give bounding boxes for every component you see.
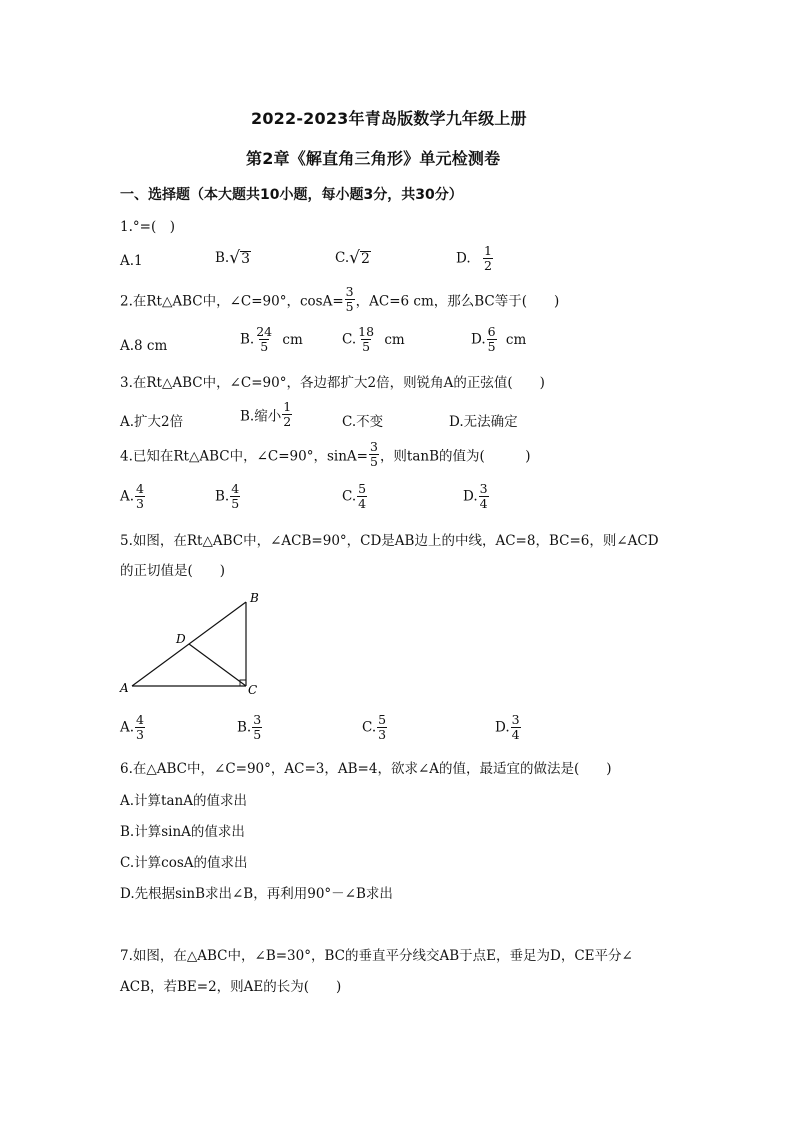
fraction-numerator: 1 [283,399,292,414]
q4-stem-part1: 4.已知在Rt△ABC中，∠C=90°，sinA= [120,448,368,465]
sqrt-symbol: √ 2 [349,248,370,268]
fraction-denominator: 4 [479,496,488,511]
q2-option-d [471,325,526,354]
segment-CD [189,644,246,686]
fraction-numerator: 3 [511,712,520,727]
fraction-denominator: 5 [487,339,496,354]
q5-option-d [495,713,522,742]
fraction-denominator: 5 [231,496,240,511]
fraction [357,482,367,511]
q5-stem-line2: 的正切值是( ) [120,563,226,579]
fraction-numerator: 4 [136,481,144,496]
fraction [135,482,145,511]
q2-stem-part2: ，AC=6 cm，那么BC等于( ) [355,293,560,310]
fraction [377,713,387,742]
q3-option-b-label: B.缩小 [240,408,282,425]
fraction [487,325,497,354]
fraction-numerator: 5 [358,481,367,496]
fraction-denominator: 3 [378,727,387,742]
q4-option-a [120,482,146,511]
fraction-numerator: 3 [253,712,262,727]
fraction-denominator: 5 [260,339,269,354]
q3-option-d: D.无法确定 [449,414,518,430]
q4-option-d [463,482,490,511]
q2-option-c [342,325,405,354]
fraction-numerator: 24 [256,324,273,339]
q3-option-c: C.不变 [342,414,384,430]
q6-option-d: D.先根据sinB求出∠B，再利用90°－∠B求出 [120,886,393,902]
fraction-numerator: 18 [358,324,375,339]
q1-option-b-label: B. [215,250,230,266]
fraction-denominator: 3 [136,727,144,742]
fraction-numerator: 3 [345,284,354,299]
q3-stem: 3.在Rt△ABC中，∠C=90°，各边都扩大2倍，则锐角A的正弦值( ) [120,375,545,391]
fraction-denominator: 5 [369,454,378,469]
q2-option-d-unit: cm [505,331,527,348]
fraction [357,325,375,354]
fraction-numerator: 1 [483,243,492,258]
q2-stem [120,285,559,314]
q2-option-c-label: C. [342,331,357,348]
fraction-denominator: 4 [358,496,367,511]
q1-option-d-label: D. [456,250,471,267]
q1-option-b-radicand: 3 [241,251,250,267]
q5-option-c-label: C. [362,719,377,736]
q1-option-a [120,253,143,269]
q5-option-c [362,713,388,742]
q2-option-c-unit: cm [384,331,405,348]
q1-option-c-radicand: 2 [360,251,370,267]
q4-option-d-label: D. [463,488,478,505]
q2-option-a: A.8 cm [120,338,168,354]
q6-option-a: A.计算tanA的值求出 [120,793,247,809]
fraction-denominator: 5 [362,339,371,354]
fraction [483,244,493,273]
fraction-numerator: 4 [136,712,144,727]
q5-option-b-label: B. [237,719,252,736]
q5-stem-line1: 5.如图，在Rt△ABC中，∠ACB=90°，CD是AB边上的中线，AC=8，BC=6，则∠ACD [120,533,659,549]
fraction [345,285,355,314]
q1-option-d [456,244,494,273]
q7-stem-line2: ACB，若BE=2，则AE的长为( ) [120,979,342,995]
q5-option-b [237,713,263,742]
label-C: C [248,683,258,697]
q2-option-b-unit: cm [282,331,303,348]
fraction [252,713,262,742]
q5-triangle-figure [112,586,272,698]
q4-option-c [342,482,368,511]
label-B: B [250,591,259,605]
q5-option-a-label: A. [120,719,135,736]
fraction [479,482,489,511]
q3-option-a: A.扩大2倍 [120,414,184,430]
q1-stem: 1.°=( ) [120,219,175,235]
q4-option-b-label: B. [215,488,230,505]
fraction-numerator: 3 [479,481,488,496]
q3-option-b [240,400,293,429]
fraction-denominator: 5 [253,727,262,742]
sqrt-symbol: √ 3 [229,248,250,268]
fraction-numerator: 6 [487,324,496,339]
q6-stem: 6.在△ABC中，∠C=90°，AC=3，AB=4，欲求∠A的值，最适宜的做法是( ) [120,761,612,777]
title-line-1: 2022-2023年青岛版数学九年级上册 [251,109,527,128]
q1-option-a-text: A.1 [120,253,143,269]
q2-option-d-label: D. [471,331,486,348]
label-A: A [120,681,129,695]
q7-stem-line1: 7.如图，在△ABC中，∠B=30°，BC的垂直平分线交AB于点E，垂足为D，CE平分∠ [120,948,633,964]
q1-option-c [335,250,371,267]
q2-option-b-label: B. [240,331,255,348]
fraction [255,325,273,354]
fraction-denominator: 2 [283,414,292,429]
fraction-numerator: 4 [231,481,240,496]
q4-stem-part2: ，则tanB的值为( ) [379,448,531,465]
fraction [230,482,240,511]
q5-option-a [120,713,146,742]
fraction-numerator: 3 [369,439,378,454]
fraction-denominator: 4 [511,727,520,742]
fraction-denominator: 5 [345,299,354,314]
fraction-numerator: 5 [378,712,387,727]
fraction [511,713,521,742]
fraction-denominator: 2 [483,258,492,273]
q4-stem [120,440,531,469]
fraction [135,713,145,742]
q4-option-b [215,482,241,511]
title-line-2: 第2章《解直角三角形》单元检测卷 [246,149,501,168]
section-heading: 一、选择题（本大题共10小题，每小题3分，共30分） [120,187,463,203]
fraction [282,400,292,429]
q4-option-a-label: A. [120,488,135,505]
q2-option-b [240,325,303,354]
q6-option-c: C.计算cosA的值求出 [120,855,248,871]
fraction [369,440,379,469]
q6-option-b: B.计算sinA的值求出 [120,824,245,840]
q1-option-c-label: C. [335,250,350,266]
q5-option-d-label: D. [495,719,510,736]
q4-option-c-label: C. [342,488,357,505]
q2-stem-part1: 2.在Rt△ABC中，∠C=90°，cosA= [120,293,344,310]
q1-option-b [215,250,251,267]
label-D: D [176,632,186,646]
fraction-denominator: 3 [136,496,144,511]
